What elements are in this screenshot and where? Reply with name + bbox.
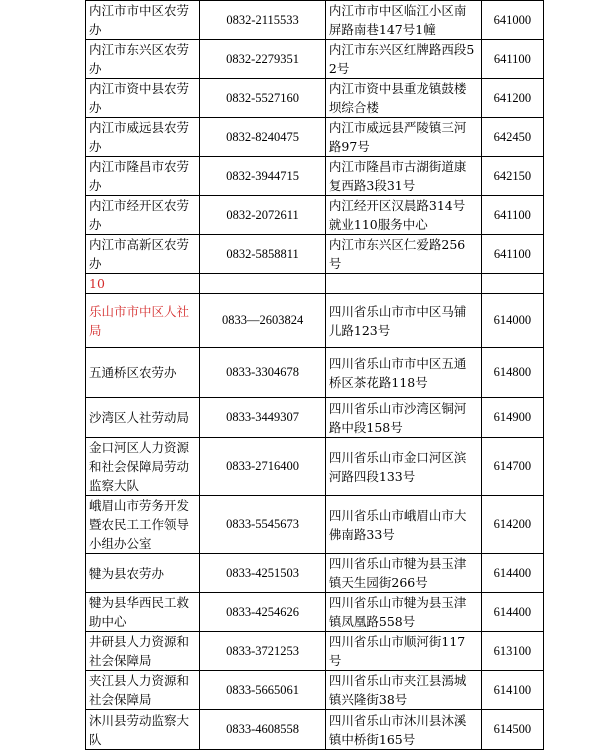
postal-code: 641100 [481,196,543,235]
phone-number: 0833-4251503 [200,554,326,593]
phone-number: 0833-3449307 [200,398,326,438]
table-row [86,398,544,438]
phone-number: 0833-4608558 [200,710,326,750]
office-name: 沐川县劳动监察大队 [86,710,200,750]
table-row [86,157,544,196]
table-row [86,294,544,348]
address: 四川省乐山市顺河街117号 [325,632,481,671]
phone-number: 0833—2603824 [200,294,326,348]
address: 内江市威远县严陵镇三河路97号 [325,118,481,157]
postal-code: 641100 [481,235,543,274]
postal-code: 614000 [481,294,543,348]
table-row [86,593,544,632]
office-name: 内江市经开区农劳办 [86,196,200,235]
office-name: 内江市资中县农劳办 [86,79,200,118]
table-row [86,40,544,79]
postal-code: 642150 [481,157,543,196]
office-name: 五通桥区农劳办 [86,348,200,398]
phone-number: 0832-2072611 [200,196,326,235]
postal-code: 641000 [481,1,543,40]
empty-cell [325,274,481,294]
table-row [86,438,544,496]
office-name: 夹江县人力资源和社会保障局 [86,671,200,710]
table-row [86,118,544,157]
address: 内江经开区汉晨路314号就业110服务中心 [325,196,481,235]
postal-code: 641200 [481,79,543,118]
office-name: 内江市东兴区农劳办 [86,40,200,79]
office-name: 乐山市市中区人社局 [86,294,200,348]
phone-number: 0833-4254626 [200,593,326,632]
phone-number: 0832-5858811 [200,235,326,274]
phone-number: 0833-2716400 [200,438,326,496]
office-name: 犍为县华西民工救助中心 [86,593,200,632]
contact-table [85,0,544,750]
table-row [86,1,544,40]
table-row [86,348,544,398]
table-row [86,554,544,593]
office-name: 内江市威远县农劳办 [86,118,200,157]
office-name: 内江市隆昌市农劳办 [86,157,200,196]
postal-code: 642450 [481,118,543,157]
postal-code: 614500 [481,710,543,750]
section-number: 10 [86,274,200,294]
address: 内江市隆昌市古湖街道康复西路3段31号 [325,157,481,196]
postal-code: 614700 [481,438,543,496]
address: 四川省乐山市沙湾区铜河路中段158号 [325,398,481,438]
empty-cell [200,274,326,294]
address: 四川省乐山市市中区五通桥区茶花路118号 [325,348,481,398]
office-name: 井研县人力资源和社会保障局 [86,632,200,671]
phone-number: 0833-3304678 [200,348,326,398]
section-row [86,274,544,294]
address: 四川省乐山市市中区马铺儿路123号 [325,294,481,348]
office-name: 峨眉山市劳务开发暨农民工工作领导小组办公室 [86,496,200,554]
table-row [86,235,544,274]
table-row [86,496,544,554]
address: 四川省乐山市沐川县沐溪镇中桥街165号 [325,710,481,750]
address: 内江市市中区临江小区南屏路南巷147号1幢 [325,1,481,40]
office-name: 金口河区人力资源和社会保障局劳动监察大队 [86,438,200,496]
table-row [86,79,544,118]
phone-number: 0833-5665061 [200,671,326,710]
address: 四川省乐山市夹江县漹城镇兴隆街38号 [325,671,481,710]
office-name: 犍为县农劳办 [86,554,200,593]
postal-code: 614100 [481,671,543,710]
table-row [86,632,544,671]
postal-code: 641100 [481,40,543,79]
address: 内江市资中县重龙镇鼓楼坝综合楼 [325,79,481,118]
postal-code: 614200 [481,496,543,554]
office-name: 内江市高新区农劳办 [86,235,200,274]
phone-number: 0833-3721253 [200,632,326,671]
phone-number: 0833-5545673 [200,496,326,554]
phone-number: 0832-3944715 [200,157,326,196]
phone-number: 0832-2115533 [200,1,326,40]
table-row [86,196,544,235]
address: 四川省乐山市峨眉山市大佛南路33号 [325,496,481,554]
empty-cell [481,274,543,294]
postal-code: 614400 [481,593,543,632]
table-row [86,710,544,750]
address: 四川省乐山市金口河区滨河路四段133号 [325,438,481,496]
phone-number: 0832-5527160 [200,79,326,118]
phone-number: 0832-8240475 [200,118,326,157]
postal-code: 614400 [481,554,543,593]
postal-code: 613100 [481,632,543,671]
office-name: 内江市市中区农劳办 [86,1,200,40]
postal-code: 614900 [481,398,543,438]
address: 内江市东兴区红牌路西段52号 [325,40,481,79]
postal-code: 614800 [481,348,543,398]
address: 内江市东兴区仁爱路256号 [325,235,481,274]
address: 四川省乐山市犍为县玉津镇凤凰路558号 [325,593,481,632]
phone-number: 0832-2279351 [200,40,326,79]
address: 四川省乐山市犍为县玉津镇天生园街266号 [325,554,481,593]
office-name: 沙湾区人社劳动局 [86,398,200,438]
